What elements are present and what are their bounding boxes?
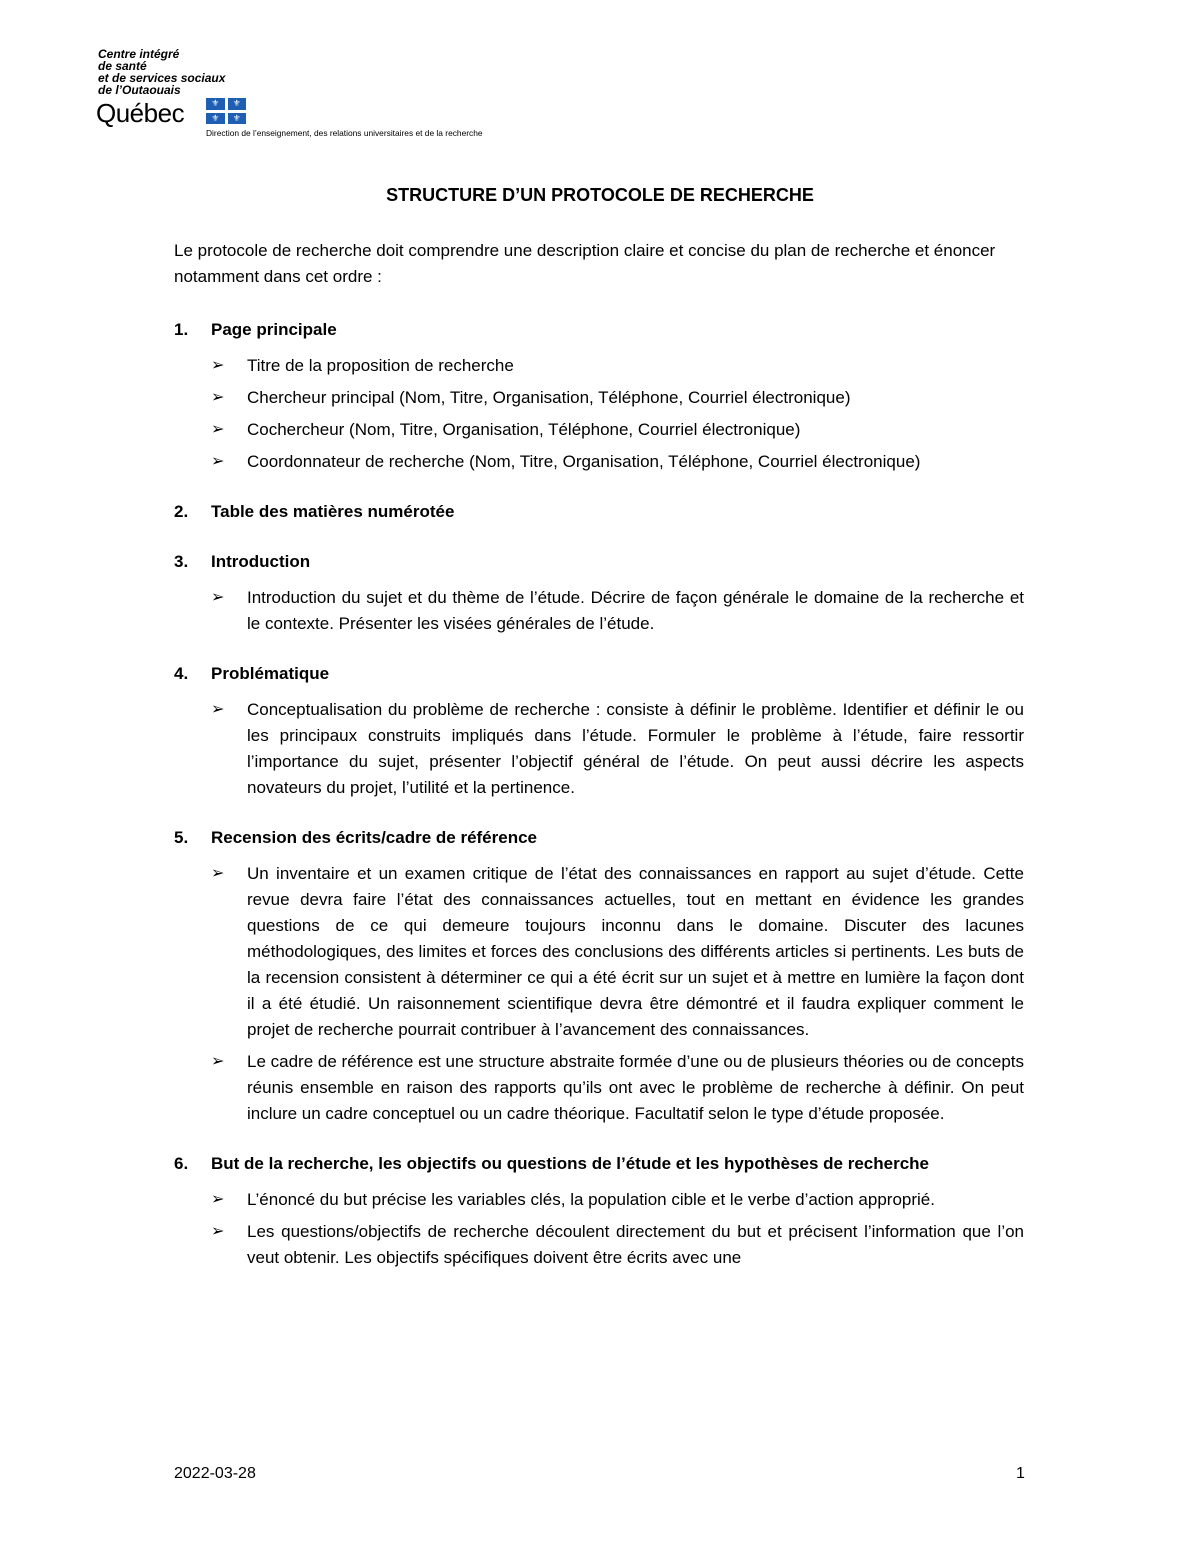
- org-line: de santé: [98, 59, 147, 73]
- direction-name: Direction de l’enseignement, des relations universitaires et de la recherche: [206, 128, 483, 138]
- list-item: [174, 1187, 1024, 1213]
- bullet-text: Le cadre de référence est une structure abstraite formée d’une ou de plusieurs théories ou de concepts réunis ensemble en raison des rapports qu’ils ont avec le problème de recherche à définir. On peut inclure un cadre conceptuel ou un cadre théorique. Facultatif selon le type d’étude proposée.: [247, 1052, 1024, 1123]
- list-item: [174, 697, 1024, 801]
- intro-paragraph: Le protocole de recherche doit comprendre une description claire et concise du plan de recherche et énoncer notamment dans cet ordre :: [174, 241, 996, 286]
- bullet-list: [174, 353, 1024, 475]
- bullet-text: Coordonnateur de recherche (Nom, Titre, Organisation, Téléphone, Courriel électronique): [247, 452, 921, 471]
- bullet-text: Cochercheur (Nom, Titre, Organisation, Téléphone, Courriel électronique): [247, 420, 801, 439]
- list-item: [174, 449, 1024, 475]
- arrow-bullet-icon: ➢: [211, 357, 225, 374]
- footer-date: 2022-03-28: [174, 1465, 256, 1482]
- section-heading: [174, 825, 1024, 851]
- bullet-text: Titre de la proposition de recherche: [247, 356, 514, 375]
- section-number: 4.: [174, 664, 189, 683]
- org-line: et de services sociaux: [98, 71, 226, 85]
- section-number: 3.: [174, 552, 189, 571]
- document-body: [174, 238, 1024, 1295]
- bullet-text: Conceptualisation du problème de recherche : consiste à définir le problème. Identifier et définir le ou les principaux construits impliqués dans l’étude. Formuler le problème à l’étude, faire ressortir l’importance du sujet, présenter l’objectif général de l’étude. On peut aussi décrire les aspects novateurs du projet, l’utilité et la pertinence.: [247, 700, 1024, 797]
- arrow-bullet-icon: ➢: [211, 421, 225, 438]
- page-number: 1: [1016, 1465, 1025, 1482]
- section-number: 6.: [174, 1154, 189, 1173]
- bullet-text: Introduction du sujet et du thème de l’étude. Décrire de façon générale le domaine de la recherche et le contexte. Présenter les visées générales de l’étude.: [247, 588, 1024, 633]
- arrow-bullet-icon: ➢: [211, 389, 225, 406]
- list-item: [174, 861, 1024, 1043]
- section-heading: [174, 549, 1024, 575]
- list-item: [174, 1219, 1024, 1271]
- section-number: 5.: [174, 828, 189, 847]
- section-heading: [174, 317, 1024, 343]
- bullet-list: [174, 861, 1024, 1127]
- arrow-bullet-icon: ➢: [211, 1053, 225, 1070]
- bullet-text: Un inventaire et un examen critique de l’état des connaissances en rapport au sujet d’étude. Cette revue devra faire l’état des connaissances actuelles, tout en mettant en évidence les grandes questions de ce qui demeure toujours inconnu dans le domaine. Discuter des lacunes méthodologiques, des limites et forces des conclusions des différents articles si pertinents. Les buts de la recension consistent à déterminer ce qui a été écrit sur un sujet et à mettre en lumière la façon dont il a été étudié. Un raisonnement scientifique devra être démontré et il faudra expliquer comment le projet de recherche pourrait contribuer à l’avancement des connaissances.: [247, 864, 1024, 1039]
- list-item: [174, 585, 1024, 637]
- page-title: STRUCTURE D’UN PROTOCOLE DE RECHERCHE: [386, 185, 814, 205]
- arrow-bullet-icon: ➢: [211, 701, 225, 718]
- section: [174, 317, 1024, 475]
- section-title: Table des matières numérotée: [211, 502, 455, 521]
- section-title: Introduction: [211, 552, 311, 571]
- quebec-flag-icon: ⚜ ⚜ ⚜ ⚜: [206, 98, 246, 124]
- list-item: [174, 417, 1024, 443]
- org-line: Centre intégré: [98, 47, 180, 61]
- section: [174, 1151, 1024, 1271]
- arrow-bullet-icon: ➢: [211, 865, 225, 882]
- section-title: But de la recherche, les objectifs ou questions de l’étude et les hypothèses de recherche: [211, 1154, 930, 1173]
- arrow-bullet-icon: ➢: [211, 589, 225, 606]
- bullet-list: [174, 585, 1024, 637]
- section: [174, 499, 1024, 525]
- letterhead: [96, 48, 516, 148]
- sections-list: [174, 317, 1024, 1271]
- bullet-text: Chercheur principal (Nom, Titre, Organisation, Téléphone, Courriel électronique): [247, 388, 851, 407]
- section-heading: [174, 661, 1024, 687]
- section: [174, 549, 1024, 637]
- bullet-text: Les questions/objectifs de recherche découlent directement du but et précisent l’information que l’on veut obtenir. Les objectifs spécifiques doivent être écrits avec une: [247, 1222, 1024, 1267]
- section-title: Page principale: [211, 320, 337, 339]
- section: [174, 825, 1024, 1127]
- bullet-list: [174, 1187, 1024, 1271]
- arrow-bullet-icon: ➢: [211, 1223, 225, 1240]
- arrow-bullet-icon: ➢: [211, 453, 225, 470]
- section-title: Recension des écrits/cadre de référence: [211, 828, 537, 847]
- bullet-list: [174, 697, 1024, 801]
- section: [174, 661, 1024, 801]
- list-item: [174, 385, 1024, 411]
- bullet-text: L’énoncé du but précise les variables clés, la population cible et le verbe d’action approprié.: [247, 1190, 935, 1209]
- section-heading: [174, 1151, 1024, 1177]
- quebec-wordmark: Québec: [96, 98, 185, 128]
- section-number: 2.: [174, 502, 189, 521]
- list-item: [174, 353, 1024, 379]
- arrow-bullet-icon: ➢: [211, 1191, 225, 1208]
- org-line: de l’Outaouais: [98, 83, 181, 97]
- organization-name: [98, 48, 225, 96]
- section-heading: [174, 499, 1024, 525]
- section-number: 1.: [174, 320, 189, 339]
- section-title: Problématique: [211, 664, 330, 683]
- list-item: [174, 1049, 1024, 1127]
